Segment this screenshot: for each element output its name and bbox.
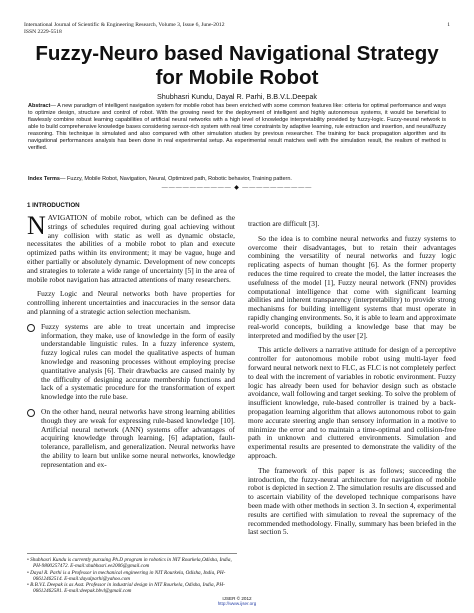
footnote-author-2-text: Dayal R. Parhi is a Professor in mechanical engineering in NIT Rourkela, Odisha, India, PH-06612462514. E-mail:dayalparhi@yahoo.com (30, 569, 226, 582)
journal-issn: ISSN 2229-5518 (24, 29, 62, 35)
footnote-author-1-text: Shubhasri Kundu is currently pursuing Ph.D program in robotics in NIT Rourkela,Odisha, India, PH-9800257472. E-mail:shubhasri.ee2006@gmail.com (30, 557, 232, 570)
abstract-label: Abstract (28, 103, 51, 109)
left-column (27, 211, 235, 476)
bullet-item-fuzzy-text: Fuzzy systems are able to treat uncertain and imprecise information, they make, use of knowledge in the form of easily understandable linguistic rules. In a fuzzy inference system, fuzzy logical rules can model the qualitative aspects of human knowledge and reasoning processes without employing precise quantitative analysis [6]. Their drawbacks are caused mainly by the difficulty of designing accurate membership functions and lack of a systematic procedure for the transformation of expert knowledge into the rule base. (41, 321, 235, 402)
intro-paragraph-6: The framework of this paper is as follows; succeeding the introduction, the fuzzy-neural architecture for navigation of mobile robot is depicted in section 2. The simulation results are discussed and to ascertain viability of the developed technique comparisons have been made with other methods in section 3. In section 4, experimental results are certified with simulation to reveal the supremacy of the recommended methodology. Finally, summary has been briefed in the last section 5. (248, 465, 456, 537)
intro-paragraph-5: This article delivers a narrative attitude for design of a perceptive controller for autonomous mobile robot using multi-layer feed forward neural network next to FLC, as FLC is not completely perfect to deal with the increment of variables in robotic environment. Fuzzy logic has already been used for behavior design such as obstacle avoidance, wall following and target seeking. To solve the problem of insufficient knowledge, rule-based controller is trained by a back-propagation learning algorithm that allows autonomous robot to gain more accurate steering angle than sensory information in a motive to minimize the error and to maintain a time-optimal and collision-free path in unknown and cluttered environments. Simulation and experimental results are presented to demonstrate the validity of the approach. (248, 345, 456, 460)
intro-paragraph-1 (27, 211, 235, 284)
section-divider: —————————— ◆ —————————— (161, 185, 313, 191)
index-terms (28, 176, 446, 182)
drop-cap: N (27, 211, 46, 240)
page-footer (0, 596, 474, 607)
footnote-author-2: • Dayal R. Parhi is a Professor in mechanical engineering in NIT Rourkela, Odisha, India, PH-06612462514. E-mail:dayalparhi@yahoo.com (27, 569, 226, 582)
footnote-author-1: • Shubhasri Kundu is currently pursuing Ph.D program in robotics in NIT Rourkela,Odisha, India, PH-9800257472. E-mail:shubhasri.ee2006@gmail.com (27, 557, 232, 570)
paper-authors: Shubhasri Kundu, Dayal R. Parhi, B.B.V.L.Deepak (157, 92, 317, 101)
abstract-text: — A new paradigm of intelligent navigation system for mobile robot has been enriched with some common features like: criteria for optimal performance and ways to optimize design, structure and control of robot. With the growing need for the deployment of intelligent and highly autonomous systems, it would be beneficial to flawlessly combine robust learning capabilities of artificial neural networks with a high level of knowledge interpretability provided by fuzzy-logic. Fuzzy-neural network is able to build comprehensive knowledge bases considering sensor-rich system with real time constraints by adaptive learning, rule extraction and insertion, and neural/fuzzy reasoning. This technique is simulated and also compared with other simulation studies by previous researcher. The training for back propagation algorithm and its navigational performances analysis has been done in real experimental setup. As experimental result matches well with the simulation result, the realism of method is verified. (28, 103, 446, 151)
right-column (248, 220, 456, 543)
bullet-item-neural-text: On the other hand, neural networks have strong learning abilities though they are weak for expressing rule-based knowledge [10]. Artificial neural network (ANN) systems offer advantages of acquiring knowledge through learning, [6] adaptation, fault-tolerance, parallelism, and generalization. Neural networks have the ability to learn but unlike some neural networks, knowledge representation and ex- (41, 406, 235, 469)
index-terms-label: Index Terms (28, 176, 60, 182)
intro-paragraph-3: traction are difficult [3]. (248, 219, 320, 228)
page-number: 1 (447, 22, 450, 28)
author-footnotes (27, 553, 237, 595)
bullet-circle-icon (27, 409, 35, 417)
intro-paragraph-2: Fuzzy Logic and Neural networks both have properties for controlling inherent uncertainties and inaccuracies in the sensor data and planning of a strategic action selection mechanism. (27, 289, 235, 316)
footnote-author-3-text: B.B.V.L Deepak is as Asst. Professor in industrial design in NIT Rourkela, Odisha, India, PH-06612462581. E-mail:deepak.bbvl@gmail.com (30, 582, 225, 595)
journal-header (24, 22, 444, 36)
bullet-circle-icon (27, 324, 35, 332)
abstract (28, 103, 446, 152)
bullet-item-neural (27, 408, 235, 470)
paper-title: Fuzzy-Neuro based Navigational Strategy for Mobile Robot (35, 42, 439, 89)
footer-url-link[interactable]: http://www.ijser.org (217, 601, 257, 607)
section-heading-introduction: 1 INTRODUCTION (27, 202, 80, 209)
journal-title: International Journal of Scientific & Engineering Research, Volume 3, Issue 6, June-2012 (24, 22, 225, 28)
index-terms-text: — Fuzzy, Mobile Robot, Navigation, Neural, Optimized path, Robotic behavior, Training pattern. (60, 176, 292, 182)
footer-copyright: IJSER © 2012 (222, 596, 252, 601)
intro-paragraph-1-text: AVIGATION of mobile robot, which can be defined as the strings of schedules required during goal achieving without any collision with static as well as dynamic obstacle, necessitates the abilities of a mobile robot to plan and execute optimized paths within its environment; it may be vague, huge and either partially or absolutely dynamic. Development of new concepts and strategies to tolerate a wide range of uncertainty [5] in the area of mobile robot navigation has attracted attentions of many researchers. (27, 213, 235, 284)
bullet-item-fuzzy (27, 323, 235, 402)
footnote-author-3: • B.B.V.L Deepak is as Asst. Professor in industrial design in NIT Rourkela, Odisha, India, PH-06612462581. E-mail:deepak.bbvl@gmail.com (27, 582, 225, 595)
intro-paragraph-4: So the idea is to combine neural networks and fuzzy systems to overcome their disadvantages, but to retain their advantages combining the versatility of neural networks and fuzzy logic replicating aspects of human thought [6]. As the former property reduces the time required to create the model, the latter increases the usefulness of the model [1], Fuzzy neural network (FNN) provides computational intelligence that come with significant learning abilities and inherent transparency (interpretability) to provide strong mechanisms for building intelligent systems that must operate in rapidly changing environments. So, it is able to learn and approximate real-world concepts, building a knowledge base that may be interpreted and modified by the user [2]. (248, 233, 456, 340)
